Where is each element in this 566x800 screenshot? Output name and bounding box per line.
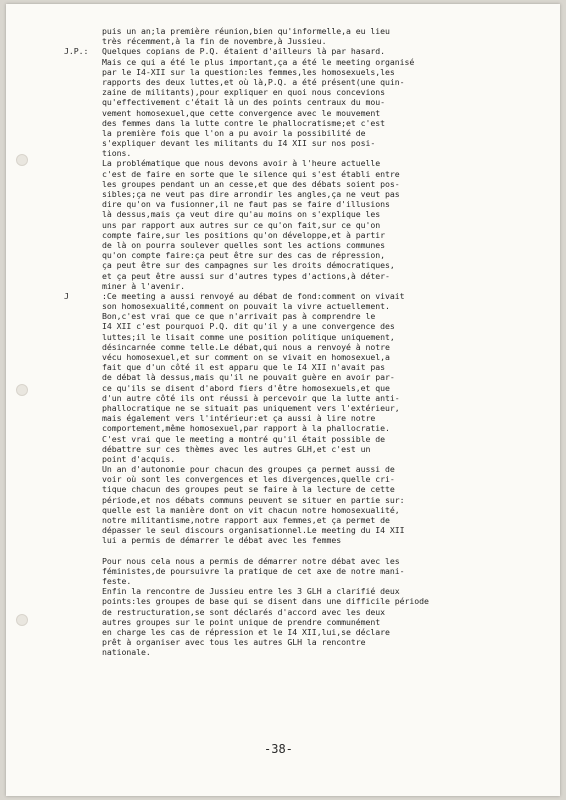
text-line: qu'on compte faire:ça peut être sur des cas de répression, xyxy=(102,250,385,261)
text-block xyxy=(64,290,552,546)
text-line: féministes,de poursuivre la pratique de cet axe de notre mani- xyxy=(102,565,405,576)
text-line: ça peut être sur des campagnes sur les droits démocratiques, xyxy=(102,260,395,271)
text-line: lui a permis de démarrer le débat avec les femmes xyxy=(102,535,342,546)
text-line: sibles;ça ne veut pas dire arrondir les angles,ça ne veut pas xyxy=(102,189,400,199)
text-line: tique chacun des groupes peut se faire à la lecture de cette xyxy=(102,484,395,495)
text-line: par le I4-XII sur la question:les femmes,les homosexuels,les xyxy=(102,66,395,77)
text-line: mais également vers l'intérieur:et ça aussi à lire notre xyxy=(102,413,376,424)
text-line: autres groupes sur le point unique de prendre communément xyxy=(102,616,381,627)
text-line: et ça peut être aussi sur d'autres types d'actions,à déter- xyxy=(102,270,390,281)
text-line: compte faire,sur les positions qu'on développe,et à partir xyxy=(102,229,385,240)
text-line: c'est de faire en sorte que le silence qui s'est établi entre xyxy=(102,168,400,179)
text-line: Bon,c'est vrai que ce que n'arrivait pas à comprendre le xyxy=(102,311,376,322)
text-line: fait que d'un côté il est apparu que le I4 XII n'avait pas xyxy=(102,362,385,373)
text-line: débattre sur ces thèmes avec les autres GLH,et c'est un xyxy=(102,443,371,454)
text-line: les groupes pendant un an cesse,et que des débats soient pos- xyxy=(102,178,400,189)
text-line: point d'acquis. xyxy=(102,453,176,464)
text-line: notre militantisme,notre rapport aux femmes,et ça permet de xyxy=(102,515,390,525)
text-line: tions. xyxy=(102,148,132,159)
text-line: son homosexualité,comment on pouvait la vivre actuellement. xyxy=(102,301,390,312)
text-line: Un an d'autonomie pour chacun des groupes ça permet aussi de xyxy=(102,464,395,475)
text-line: phallocratique ne se situait pas uniquement vers l'extérieur, xyxy=(102,402,400,413)
text-line: des femmes dans la lutte contre le phallocratisme;et c'est xyxy=(102,117,385,128)
text-line: puis un an;la première réunion,bien qu'informelle,a eu lieu xyxy=(102,26,390,36)
text-line: période,et nos débats communs peuvent se situer en partie sur: xyxy=(102,494,405,505)
text-line: luttes;il le lisait comme une position politique uniquement, xyxy=(102,331,395,342)
text-line: très récemment,à la fin de novembre,à Jussieu. xyxy=(102,36,327,47)
text-line: là dessus,mais ça veut dire qu'au moins on s'explique les xyxy=(102,209,381,220)
page-number: -38- xyxy=(264,742,293,756)
text-line: la première fois que l'on a pu avoir la possibilité de xyxy=(102,127,366,138)
text-line: de débat là dessus,mais qu'il ne pouvait guère en avoir par- xyxy=(102,372,395,383)
text-line: I4 XII c'est pourquoi P.Q. dit qu'il y a une convergence des xyxy=(102,321,395,332)
text-line: en charge les cas de répression et le I4 XII,lui,se déclare xyxy=(102,626,390,637)
text-line: nationale. xyxy=(102,647,151,658)
punch-hole xyxy=(16,384,28,396)
text-block xyxy=(102,546,552,658)
text-line: zaine de militants),pour expliquer en quoi nous concevions xyxy=(102,87,385,98)
text-line: vécu homosexuel,et sur comment on se vivait en homosexuel,a xyxy=(102,352,390,362)
text-line: points:les groupes de base qui se disent dans une difficile période xyxy=(102,596,429,607)
text-line: Mais ce qui a été le plus important,ça a été le meeting organisé xyxy=(102,56,415,67)
text-line: voir où sont les convergences et les divergences,quelle cri- xyxy=(102,474,395,485)
text-line: Enfin la rencontre de Jussieu entre les 3 GLH a clarifié deux xyxy=(102,586,400,597)
text-block xyxy=(64,46,552,291)
text-line: uns par rapport aux autres sur ce qu'on fait,sur ce qu'on xyxy=(102,219,381,230)
text-line: C'est vrai que le meeting a montré qu'il était possible de xyxy=(102,433,385,444)
speaker-label: J xyxy=(64,290,69,301)
text-line: ce qu'ils se disent d'abord fiers d'être homosexuels,et que xyxy=(102,382,390,393)
text-line: s'expliquer devant les militants du I4 XII sur nos posi- xyxy=(102,138,376,149)
text-line: désincarnée comme telle.Le débat,qui nous a renvoyé à notre xyxy=(102,341,390,352)
text-line: dire qu'on va fusionner,il ne faut pas se faire d'illusions xyxy=(102,199,390,210)
text-line: rapports des deux luttes,et où là,P.Q. a été présent(une quin- xyxy=(102,76,405,87)
text-line: comportement,même homosexuel,par rapport à la phallocratie. xyxy=(102,423,390,434)
text-block xyxy=(102,26,552,46)
punch-hole xyxy=(16,154,28,166)
paragraph-gap xyxy=(102,546,552,556)
document-page xyxy=(6,4,560,796)
typed-text-body xyxy=(64,26,552,658)
text-line: dépasser le seul discours organisationnel.Le meeting du I4 XII xyxy=(102,525,405,536)
text-line: prêt à organiser avec tous les autres GLH la rencontre xyxy=(102,637,366,648)
text-line: :Ce meeting a aussi renvoyé au débat de fond:comment on vivait xyxy=(102,290,405,301)
text-line: de là on pourra soulever quelles sont les actions communes xyxy=(102,239,385,250)
speaker-label: J.P.: xyxy=(64,46,89,57)
text-line: feste. xyxy=(102,575,132,586)
text-line: d'un autre côté ils ont réussi à percevoir que la lutte anti- xyxy=(102,392,400,403)
text-line: La problématique que nous devons avoir à l'heure actuelle xyxy=(102,158,381,169)
punch-hole xyxy=(16,614,28,626)
text-line: miner à l'avenir. xyxy=(102,280,185,291)
text-line: Pour nous cela nous a permis de démarrer notre débat avec les xyxy=(102,555,400,566)
text-line: quelle est la manière dont on vit chacun notre homosexualité, xyxy=(102,504,400,515)
text-line: vement homosexuel,que cette convergence avec le mouvement xyxy=(102,107,381,118)
text-line: qu'effectivement c'était là un des points centraux du mou- xyxy=(102,97,385,108)
binder-holes xyxy=(16,4,30,796)
text-line: de restructuration,se sont déclarés d'accord avec les deux xyxy=(102,606,385,617)
text-line: Quelques copians de P.Q. étaient d'ailleurs là par hasard. xyxy=(102,46,385,57)
